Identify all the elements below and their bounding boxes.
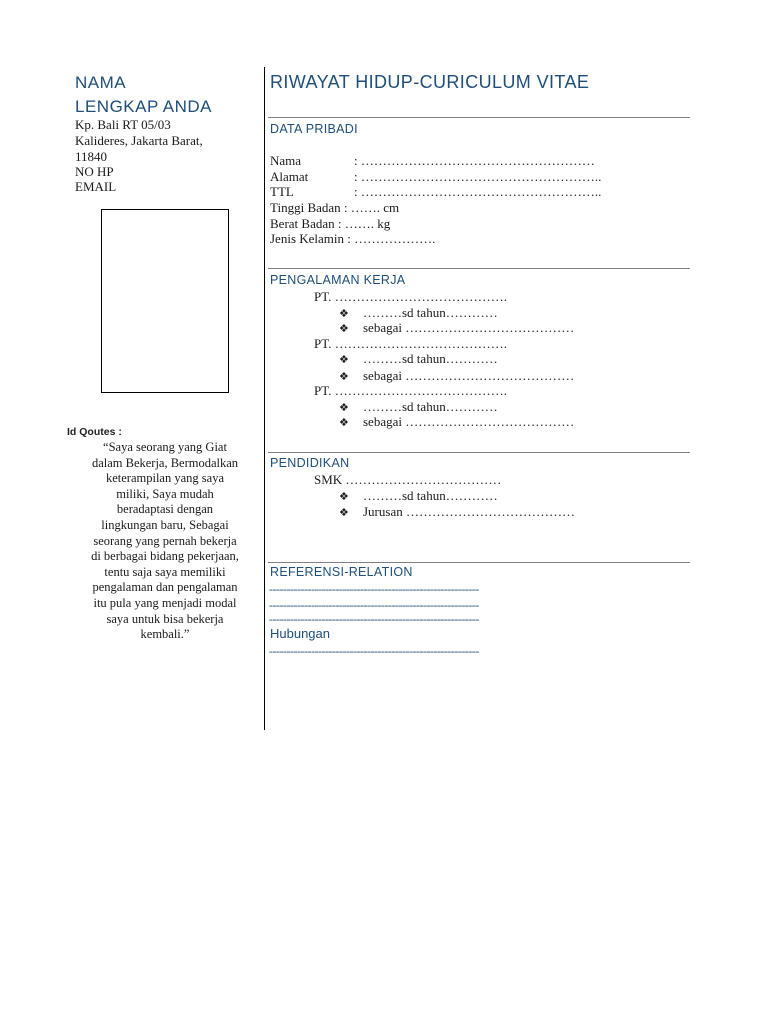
field-label: Tinggi Badan xyxy=(270,200,341,215)
position-text: sebagai ………………………………… xyxy=(363,320,575,335)
education-school xyxy=(292,472,501,488)
quote-line: pengalaman dan pengalaman xyxy=(92,580,238,595)
field-value: : ……. cm xyxy=(343,200,400,215)
reference-line: ------------------------------------------------------------ xyxy=(269,582,479,596)
period-text: ………sd tahun………… xyxy=(363,399,498,414)
field-label: Jenis Kelamin xyxy=(270,231,345,246)
diamond-bullet-icon: ❖ xyxy=(339,322,349,335)
diamond-bullet-icon: ❖ xyxy=(339,307,349,320)
period-text: ………sd tahun………… xyxy=(363,351,498,366)
heading-data-pribadi: DATA PRIBADI xyxy=(270,122,358,136)
hubungan-label: Hubungan xyxy=(270,626,330,641)
field-value: : ………………. xyxy=(344,231,436,246)
quote-text xyxy=(66,440,264,643)
company-text: PT. …………………………………. xyxy=(314,383,507,398)
quote-label: Id Qoutes : xyxy=(67,426,122,438)
divider xyxy=(268,562,690,563)
experience-company xyxy=(292,336,507,352)
diamond-bullet-icon: ❖ xyxy=(339,401,349,414)
diamond-bullet-icon: ❖ xyxy=(339,353,349,366)
quote-line: seorang yang pernah bekerja xyxy=(93,533,237,548)
field-label: TTL xyxy=(270,184,294,199)
field-tinggi-badan xyxy=(270,200,399,216)
divider xyxy=(268,268,690,269)
name-line-2: LENGKAP ANDA xyxy=(75,97,213,116)
field-ttl xyxy=(270,184,601,200)
diamond-bullet-icon: ❖ xyxy=(339,506,349,519)
field-value: : ……. kg xyxy=(337,216,391,231)
experience-company xyxy=(292,383,507,399)
field-value: : ……………………………………………….. xyxy=(354,169,602,184)
experience-position xyxy=(339,320,574,337)
address-line-1: Kp. Bali RT 05/03 xyxy=(75,117,171,132)
field-nama xyxy=(270,153,595,169)
hubungan-line: ------------------------------------------------------------ xyxy=(269,644,479,658)
heading-referensi: REFERENSI-RELATION xyxy=(270,565,413,579)
photo-placeholder xyxy=(101,209,229,393)
field-label: Nama xyxy=(270,153,302,168)
school-text: SMK ……………………………… xyxy=(314,472,502,487)
quote-line: keterampilan yang saya xyxy=(105,471,224,486)
quote-line: di berbagai bidang pekerjaan, xyxy=(91,549,239,564)
heading-pendidikan: PENDIDIKAN xyxy=(270,456,350,470)
field-value: : ……………………………………………….. xyxy=(354,184,602,199)
heading-pengalaman-kerja: PENGALAMAN KERJA xyxy=(270,273,406,287)
quote-line: kembali.” xyxy=(140,627,190,642)
experience-period xyxy=(339,351,498,368)
name-line-1: NAMA xyxy=(75,73,127,92)
education-period xyxy=(339,488,498,505)
reference-line: ------------------------------------------------------------ xyxy=(269,612,479,626)
divider xyxy=(268,452,690,453)
reference-line: ------------------------------------------------------------ xyxy=(269,598,479,612)
field-label: Berat Badan xyxy=(270,216,335,231)
divider xyxy=(268,117,690,118)
quote-line: miliki, Saya mudah xyxy=(116,486,214,501)
email: EMAIL xyxy=(75,179,117,194)
period-text: ………sd tahun………… xyxy=(363,488,498,503)
experience-position xyxy=(339,414,574,431)
field-alamat xyxy=(270,169,601,185)
quote-line: lingkungan baru, Sebagai xyxy=(101,517,229,532)
company-text: PT. …………………………………. xyxy=(314,336,507,351)
vertical-divider xyxy=(264,67,265,730)
education-major xyxy=(339,504,575,521)
position-text: sebagai ………………………………… xyxy=(363,414,575,429)
diamond-bullet-icon: ❖ xyxy=(339,490,349,503)
cv-title: RIWAYAT HIDUP-CURICULUM VITAE xyxy=(270,72,590,92)
experience-company xyxy=(292,289,507,305)
quote-line: beradaptasi dengan xyxy=(116,502,214,517)
quote-line: itu pula yang menjadi modal xyxy=(93,595,237,610)
company-text: PT. …………………………………. xyxy=(314,289,507,304)
position-text: sebagai ………………………………… xyxy=(363,368,575,383)
quote-line: tentu saja saya memiliki xyxy=(104,564,226,579)
major-text: Jurusan ………………………………… xyxy=(363,504,575,519)
field-value: : ……………………………………………… xyxy=(354,153,595,168)
quote-line: saya untuk bisa bekerja xyxy=(106,611,224,626)
field-jenis-kelamin xyxy=(270,231,435,247)
field-berat-badan xyxy=(270,216,390,232)
quote-line: dalam Bekerja, Bermodalkan xyxy=(91,455,239,470)
address-line-3: 11840 xyxy=(75,149,108,164)
period-text: ………sd tahun………… xyxy=(363,305,498,320)
diamond-bullet-icon: ❖ xyxy=(339,416,349,429)
quote-line: “Saya seorang yang Giat xyxy=(103,440,227,454)
address-line-2: Kalideres, Jakarta Barat, xyxy=(75,133,203,148)
field-label: Alamat xyxy=(270,169,309,184)
diamond-bullet-icon: ❖ xyxy=(339,370,349,383)
phone: NO HP xyxy=(75,164,114,179)
